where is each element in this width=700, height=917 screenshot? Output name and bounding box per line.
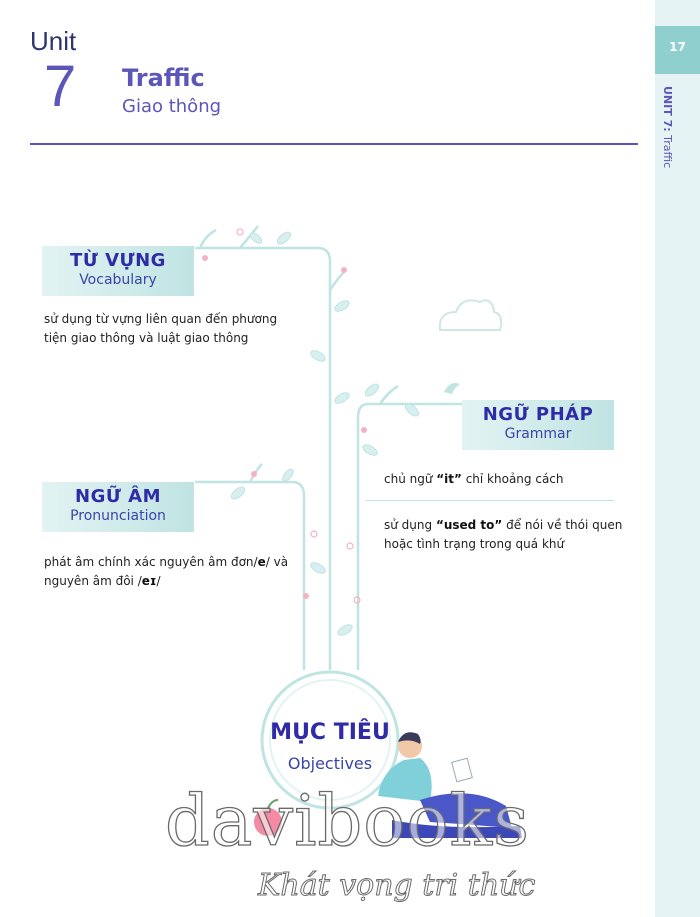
grammar-item-used-to-post: để nói về thói quen hoặc tình trạng trong quá khứ: [384, 518, 623, 551]
objectives-title-en: Objectives: [287, 754, 373, 773]
pronunciation-vowel-e: e: [257, 555, 266, 569]
pronunciation-title-vi: NGỮ ÂM: [75, 486, 161, 507]
pronunciation-description: [44, 553, 294, 591]
vocabulary-title-vi: TỪ VỰNG: [70, 250, 166, 271]
grammar-item-it: [384, 470, 634, 489]
objectives-title-vi: MỤC TIÊU: [270, 720, 390, 745]
watermark-slogan: Khát vọng tri thức: [258, 868, 536, 903]
vocabulary-title-en: Vocabulary: [79, 272, 157, 288]
grammar-item-it-pre: chủ ngữ: [384, 472, 437, 486]
pronunciation-desc-mid: / và nguyên âm đôi /: [44, 555, 289, 588]
unit-word: Unit: [30, 26, 77, 56]
grammar-item-used-to-pre: sử dụng: [384, 518, 436, 532]
page-number: 17: [669, 40, 686, 54]
unit-title-en: Traffic: [122, 64, 205, 92]
pronunciation-title-en: Pronunciation: [70, 508, 166, 524]
vocabulary-description: sử dụng từ vựng liên quan đến phương tiện giao thông và luật giao thông: [44, 312, 278, 345]
unit-number: 7: [44, 54, 77, 119]
grammar-item-used-to: [384, 516, 634, 554]
pronunciation-desc-pre: phát âm chính xác nguyên âm đơn/: [44, 555, 258, 569]
grammar-item-it-post: chỉ khoảng cách: [461, 472, 564, 486]
grammar-box: [462, 400, 614, 450]
watermark-brand: davibooks: [165, 780, 530, 862]
side-unit-label-rest: Traffic: [661, 131, 674, 169]
vocabulary-box: [42, 246, 194, 296]
side-unit-label: [661, 86, 674, 168]
pronunciation-vowel-ei: eɪ: [141, 574, 157, 588]
pronunciation-desc-post: /: [156, 574, 161, 588]
grammar-item-used-to-bold: “used to”: [435, 518, 503, 532]
pronunciation-box: [42, 482, 194, 532]
grammar-separator: [366, 500, 614, 501]
grammar-title-vi: NGỮ PHÁP: [482, 404, 594, 425]
grammar-item-it-bold: “it”: [436, 472, 462, 486]
side-unit-label-bold: UNIT 7:: [661, 86, 674, 132]
grammar-title-en: Grammar: [504, 426, 572, 442]
unit-title-vi: Giao thông: [122, 96, 222, 117]
